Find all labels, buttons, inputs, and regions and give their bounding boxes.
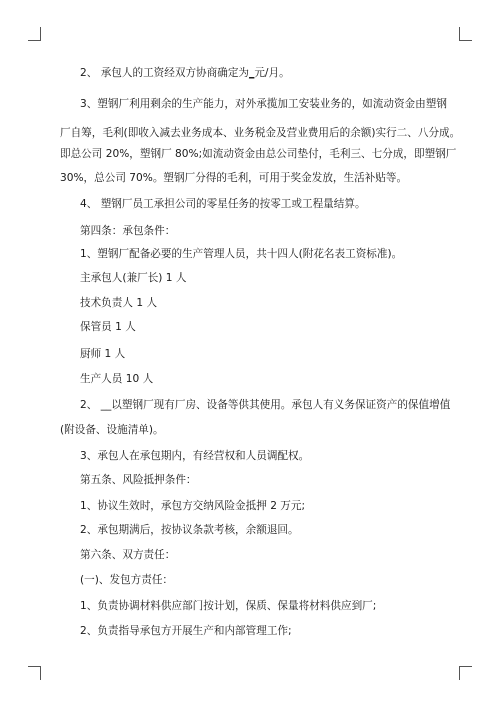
text-line-16: 3、承包人在承包期内，有经营权和人员调配权。 — [80, 450, 310, 462]
crop-mark-bottom-right-v — [459, 666, 460, 680]
text-line-9: 主承包人(兼厂长) 1 人 — [80, 272, 187, 284]
text-line-6: 4、 塑钢厂员工承担公司的零星任务的按零工或工程量结算。 — [80, 198, 366, 210]
text-line-3: 厂自筹，毛利(即收入减去业务成本、业务税金及营业费用后的余额)实行二、八分成。 — [60, 127, 461, 139]
text-line-19: 2、承包期满后，按协议条款考核，余额退回。 — [80, 524, 299, 536]
text-line-2: 3、塑钢厂利用剩余的生产能力，对外承揽加工安装业务的，如流动资金由塑钢 — [80, 98, 447, 110]
text-line-7: 第四条：承包条件： — [80, 225, 176, 237]
crop-mark-bottom-right-h — [459, 666, 472, 667]
crop-mark-bottom-left-v — [40, 666, 41, 680]
text-line-1 — [80, 66, 448, 80]
text-line-17: 第五条、风险抵押条件： — [80, 474, 197, 486]
crop-mark-top-left-v — [40, 27, 41, 41]
text-line-11: 保管员 1 人 — [80, 321, 136, 333]
text-line-18: 1、协议生效时，承包方交纳风险金抵押 2 万元; — [80, 500, 306, 512]
text-line-22: 1、负责协调材料供应部门按计划，保质、保量将材料供应到厂; — [80, 600, 377, 612]
text-line-1b: 元/月。 — [254, 67, 290, 79]
text-line-8: 1、塑钢厂配备必要的生产管理人员，共十四人(附花名表工资标准)。 — [80, 248, 403, 260]
text-line-20: 第六条、双方责任： — [80, 549, 176, 561]
text-line-10: 技术负责人 1 人 — [80, 297, 158, 309]
blank-field: _ — [249, 67, 255, 79]
text-line-4: 即总公司 20%，塑钢厂 80%;如流动资金由总公司垫付，毛利三、七分成，即塑钢厂 — [60, 148, 457, 160]
text-line-12: 厨师 1 人 — [80, 348, 126, 360]
text-line-23: 2、负责指导承包方开展生产和内部管理工作; — [80, 625, 292, 637]
text-line-21: (一)、发包方责任： — [80, 574, 174, 586]
crop-mark-top-right-v — [459, 27, 460, 41]
text-line-1a: 2、 承包人的工资经双方协商确定为 — [80, 67, 250, 79]
text-line-14: 2、 __以塑钢厂现有厂房、设备等供其使用。承包人有义务保证资产的保值增值 — [80, 399, 451, 411]
text-line-13: 生产人员 10 人 — [80, 373, 154, 385]
text-line-15: (附设备、设施清单)。 — [60, 424, 164, 436]
crop-mark-top-right-h — [459, 40, 472, 41]
text-line-5: 30%，总公司 70%。塑钢厂分得的毛利，可用于奖金发放，生活补贴等。 — [60, 172, 408, 184]
